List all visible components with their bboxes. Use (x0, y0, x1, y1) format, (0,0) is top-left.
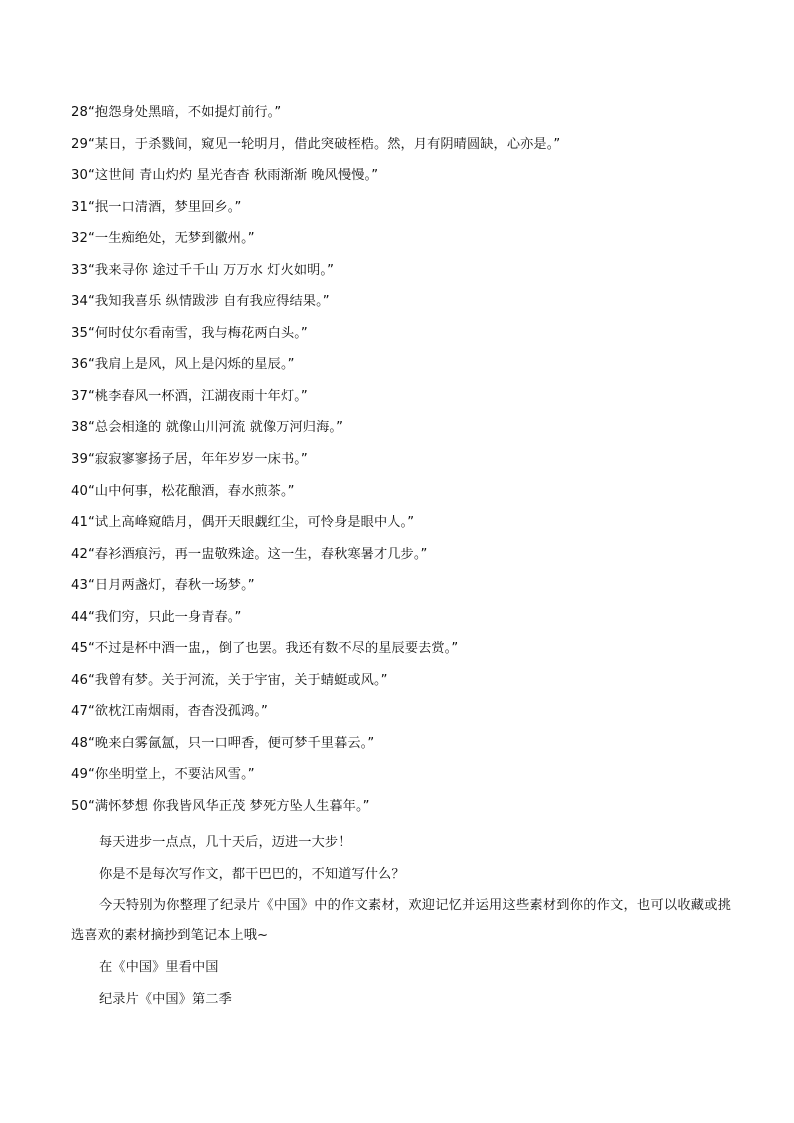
quote-number: 31 (71, 199, 88, 215)
quote-text: “某日，于杀戮间，窥见一轮明月，借此突破桎梏。然，月有阴晴圆缺，心亦是。” (87, 136, 561, 152)
quote-number: 39 (71, 452, 88, 468)
quote-48 (71, 728, 731, 760)
quote-number: 30 (71, 168, 88, 184)
quote-40 (71, 476, 731, 508)
quote-number: 41 (71, 515, 88, 531)
quote-number: 43 (71, 578, 88, 594)
progress-motto: 每天进步一点点，几十天后，迈进一大步！ (99, 835, 352, 850)
quote-35 (71, 318, 731, 350)
quote-text: “这世间 青山灼灼 星光杳杳 秋雨渐渐 晚风慢慢。” (87, 168, 379, 184)
quote-number: 42 (71, 546, 88, 562)
quote-33 (71, 255, 731, 287)
quote-39 (71, 444, 731, 476)
quote-number: 33 (71, 262, 88, 278)
quote-text: “我们穷，只此一身青春。” (87, 609, 242, 625)
quote-text: “我肩上是风，风上是闪烁的星辰。” (87, 357, 295, 373)
quote-36 (71, 349, 731, 381)
quote-number: 46 (71, 672, 88, 688)
quote-text: “桃李春风一杯酒，江湖夜雨十年灯。” (87, 388, 308, 404)
body-paragraphs (71, 827, 731, 1015)
quote-number: 34 (71, 294, 88, 310)
quote-text: “寂寂寥寥扬子居，年年岁岁一床书。” (87, 452, 308, 468)
quote-number: 47 (71, 704, 88, 720)
quote-text: “何时仗尔看南雪，我与梅花两白头。” (87, 325, 308, 341)
quote-text: “山中何事，松花酿酒，春水煎茶。” (87, 483, 295, 499)
quote-text: “欲枕江南烟雨，杳杳没孤鸿。” (87, 704, 268, 720)
writing-question: 你是不是每次写作文，都干巴巴的，不知道写什么？ (99, 866, 405, 882)
quote-number: 28 (71, 105, 88, 120)
quote-number: 35 (71, 325, 88, 341)
quote-text: “春衫酒痕污，再一盅敬殊途。这一生，春秋寒暑才几步。” (87, 546, 428, 562)
quote-text: “抱怨身处黑暗，不如提灯前行。” (87, 105, 282, 120)
quote-number: 48 (71, 735, 88, 751)
quote-number: 49 (71, 767, 88, 783)
quote-49 (71, 759, 731, 791)
quote-text: “晚来白雾氤氲，只一口呷香，便可梦千里暮云。” (87, 735, 375, 751)
quote-43 (71, 570, 731, 602)
subsection-heading: 纪录片《中国》第二季 (99, 991, 232, 1007)
quote-31 (71, 192, 731, 224)
quote-28 (71, 97, 731, 129)
quote-45 (71, 633, 731, 665)
quote-37 (71, 381, 731, 413)
quote-number: 44 (71, 609, 88, 625)
intro-paragraph: 今天特别为你整理了纪录片《中国》中的作文素材，欢迎记忆并运用这些素材到你的作文，也可以收藏或挑选喜欢的素材摘抄到笔记本上哦~ (71, 898, 731, 943)
quote-34 (71, 286, 731, 318)
quote-number: 36 (71, 357, 88, 373)
quote-text: “日月两盏灯，春秋一场梦。” (87, 578, 255, 594)
quote-number: 32 (71, 231, 88, 247)
quote-number: 50 (71, 799, 88, 815)
quote-number: 38 (71, 420, 88, 436)
quote-list (71, 97, 731, 823)
quote-text: “我来寻你 途过千千山 万万水 灯火如明。” (87, 262, 335, 278)
quote-44 (71, 602, 731, 634)
quote-30 (71, 160, 731, 192)
quote-41 (71, 507, 731, 539)
quote-text: “我曾有梦。关于河流，关于宇宙，关于蜻蜓或风。” (87, 672, 388, 688)
quote-number: 37 (71, 388, 88, 404)
quote-29 (71, 129, 731, 161)
quote-text: “试上高峰窥皓月，偶开天眼觑红尘，可怜身是眼中人。” (87, 515, 415, 531)
quote-text: “不过是杯中酒一盅,，倒了也罢。我还有数不尽的星辰要去赏。” (87, 641, 459, 657)
quote-number: 45 (71, 641, 88, 657)
quote-38 (71, 412, 731, 444)
quote-50 (71, 791, 731, 823)
quote-text: “满怀梦想 你我皆风华正茂 梦死方坠人生暮年。” (87, 799, 370, 815)
quote-text: “抿一口清酒，梦里回乡。” (87, 199, 242, 215)
quote-42 (71, 539, 731, 571)
quote-text: “总会相逢的 就像山川河流 就像万河归海。” (87, 420, 344, 436)
quote-text: “一生痴绝处，无梦到徽州。” (87, 231, 255, 247)
quote-text: “我知我喜乐 纵情跋涉 自有我应得结果。” (87, 294, 330, 310)
section-heading: 在《中国》里看中国 (99, 960, 219, 975)
quote-number: 40 (71, 483, 88, 499)
quote-46 (71, 665, 731, 697)
quote-47 (71, 696, 731, 728)
quote-32 (71, 223, 731, 255)
quote-number: 29 (71, 136, 88, 152)
quote-text: “你坐明堂上，不要沾风雪。” (87, 767, 255, 783)
